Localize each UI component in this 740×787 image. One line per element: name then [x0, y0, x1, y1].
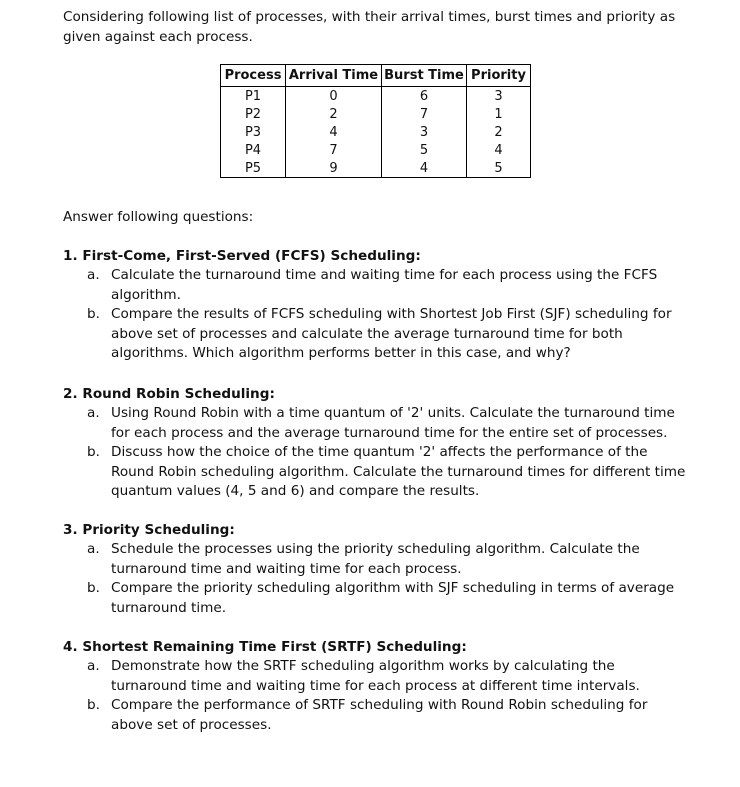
cell-process: P4 — [221, 141, 286, 159]
intro-paragraph: Considering following list of processes, with their arrival times, burst times and priority as given against each process. — [63, 9, 676, 45]
table-row — [221, 87, 531, 106]
cell-process: P5 — [221, 159, 286, 178]
question-item — [63, 696, 693, 735]
item-text: Discuss how the choice of the time quantum '2' affects the performance of the Round Robin scheduling algorithm. Calculate the turnaround times for different time quantum values (4, 5 and 6) and compare the results. — [111, 444, 686, 499]
section-title: 1. First-Come, First-Served (FCFS) Scheduling: — [63, 248, 421, 264]
header-priority: Priority — [467, 65, 531, 87]
cell-process: P2 — [221, 105, 286, 123]
section-fcfs — [63, 246, 693, 364]
item-text: Using Round Robin with a time quantum of '2' units. Calculate the turnaround time for each process and the average turnaround time for the entire set of processes. — [111, 405, 675, 441]
cell-arrival: 2 — [286, 105, 382, 123]
question-item — [63, 657, 693, 696]
question-item — [63, 579, 693, 618]
cell-arrival: 0 — [286, 87, 382, 106]
item-label: b. — [87, 580, 100, 596]
question-item — [63, 540, 693, 579]
table-row — [221, 159, 531, 178]
section-title: 4. Shortest Remaining Time First (SRTF) Scheduling: — [63, 639, 467, 655]
cell-burst: 4 — [382, 159, 467, 178]
cell-burst: 3 — [382, 123, 467, 141]
item-label: a. — [87, 267, 100, 283]
question-item — [63, 404, 693, 443]
item-label: a. — [87, 405, 100, 421]
item-label: a. — [87, 658, 100, 674]
answer-intro: Answer following questions: — [63, 209, 254, 225]
item-text: Compare the priority scheduling algorithm with SJF scheduling in terms of average turnaround time. — [111, 580, 675, 616]
question-item — [63, 305, 693, 364]
question-item — [63, 266, 693, 305]
cell-arrival: 7 — [286, 141, 382, 159]
header-arrival-time: Arrival Time — [286, 65, 382, 87]
item-text: Calculate the turnaround time and waiting time for each process using the FCFS algorithm. — [111, 267, 658, 303]
cell-process: P1 — [221, 87, 286, 106]
item-label: a. — [87, 541, 100, 557]
section-round-robin — [63, 384, 693, 502]
cell-priority: 3 — [467, 87, 531, 106]
header-process: Process — [221, 65, 286, 87]
header-burst-time: Burst Time — [382, 65, 467, 87]
table-row — [221, 105, 531, 123]
section-title: 2. Round Robin Scheduling: — [63, 386, 275, 402]
item-label: b. — [87, 306, 100, 322]
item-label: b. — [87, 444, 100, 460]
section-title: 3. Priority Scheduling: — [63, 522, 235, 538]
question-item — [63, 443, 693, 502]
cell-arrival: 9 — [286, 159, 382, 178]
item-text: Demonstrate how the SRTF scheduling algorithm works by calculating the turnaround time and waiting time for each process at different time intervals. — [111, 658, 640, 694]
table-row — [221, 123, 531, 141]
cell-priority: 4 — [467, 141, 531, 159]
item-label: b. — [87, 697, 100, 713]
cell-priority: 1 — [467, 105, 531, 123]
item-text: Compare the results of FCFS scheduling with Shortest Job First (SJF) scheduling for above set of processes and calculate the average turnaround time for both algorithms. Which algorithm performs better in this case, and why? — [111, 306, 672, 361]
item-text: Schedule the processes using the priority scheduling algorithm. Calculate the turnaround time and waiting time for each process. — [111, 541, 640, 577]
cell-burst: 6 — [382, 87, 467, 106]
table-row — [221, 141, 531, 159]
cell-burst: 5 — [382, 141, 467, 159]
section-priority — [63, 520, 693, 618]
cell-priority: 5 — [467, 159, 531, 178]
process-table — [220, 64, 531, 178]
section-srtf — [63, 637, 693, 735]
cell-arrival: 4 — [286, 123, 382, 141]
cell-priority: 2 — [467, 123, 531, 141]
cell-burst: 7 — [382, 105, 467, 123]
table-header-row — [221, 65, 531, 87]
cell-process: P3 — [221, 123, 286, 141]
item-text: Compare the performance of SRTF scheduling with Round Robin scheduling for above set of processes. — [111, 697, 648, 733]
